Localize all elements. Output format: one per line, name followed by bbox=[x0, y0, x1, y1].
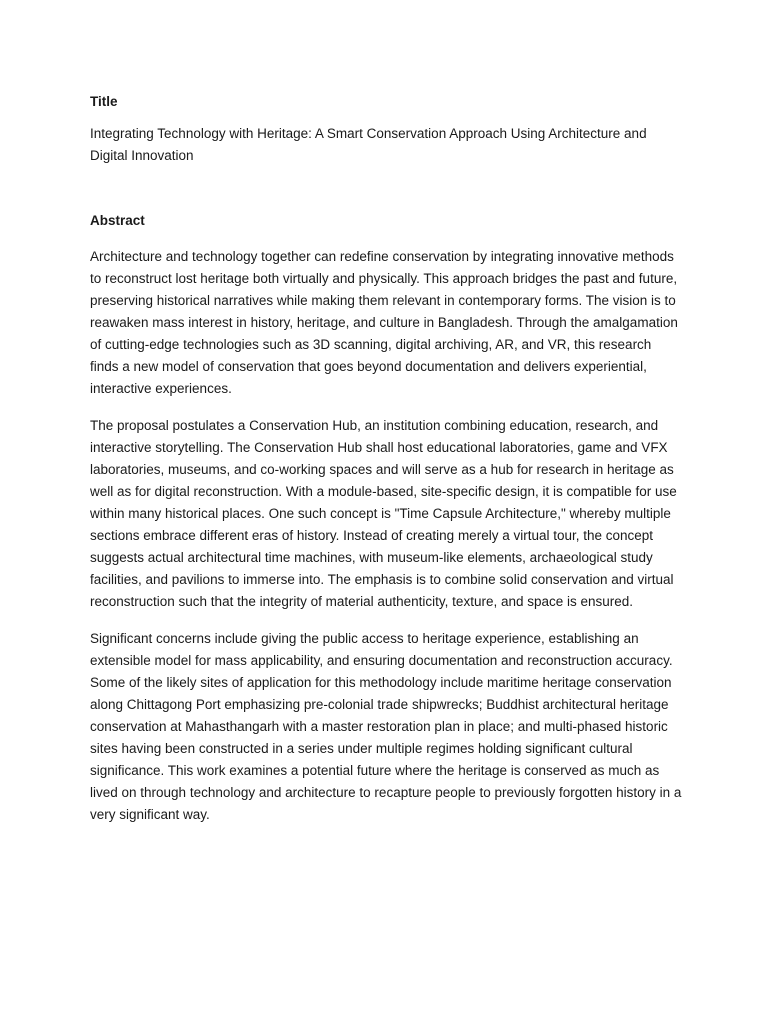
abstract-paragraph-2: The proposal postulates a Conservation Hub, an institution combining education, research, and interactive storytelling. The Conservation Hub shall host educational laboratories, game and VFX laboratories, museums, and co-working spaces and will serve as a hub for research in heritage as well as for digital reconstruction. With a module-based, site-specific design, it is compatible for use within many historical places. One such concept is "Time Capsule Architecture," whereby multiple sections embrace different eras of history. Instead of creating merely a virtual tour, the concept suggests actual architectural time machines, with museum-like elements, archaeological study facilities, and pavilions to immerse into. The emphasis is to combine solid conservation and virtual reconstruction such that the integrity of material authenticity, texture, and space is ensured. bbox=[90, 418, 677, 609]
abstract-paragraph-3: Significant concerns include giving the public access to heritage experience, establishing an extensible model for mass applicability, and ensuring documentation and reconstruction accuracy. Some of the likely sites of application for this methodology include maritime heritage conservation along Chittagong Port emphasizing pre-colonial trade shipwrecks; Buddhist architectural heritage conservation at Mahasthangarh with a master restoration plan in place; and multi-phased historic sites having been constructed in a series under multiple regimes holding significant cultural significance. This work examines a potential future where the heritage is conserved as much as lived on through technology and architecture to recapture people to previously forgotten history in a very significant way. bbox=[90, 631, 682, 822]
document-page bbox=[90, 92, 682, 841]
abstract-heading: Abstract bbox=[90, 213, 145, 228]
document-title: Integrating Technology with Heritage: A Smart Conservation Approach Using Architecture and Digital Innovation bbox=[90, 126, 647, 163]
abstract-paragraph-1: Architecture and technology together can redefine conservation by integrating innovative methods to reconstruct lost heritage both virtually and physically. This approach bridges the past and future, preserving historical narratives while making them relevant in contemporary forms. The vision is to reawaken mass interest in history, heritage, and culture in Bangladesh. Through the amalgamation of cutting-edge technologies such as 3D scanning, digital archiving, AR, and VR, this research finds a new model of conservation that goes beyond documentation and delivers experiential, interactive experiences. bbox=[90, 249, 678, 396]
title-heading: Title bbox=[90, 94, 118, 109]
